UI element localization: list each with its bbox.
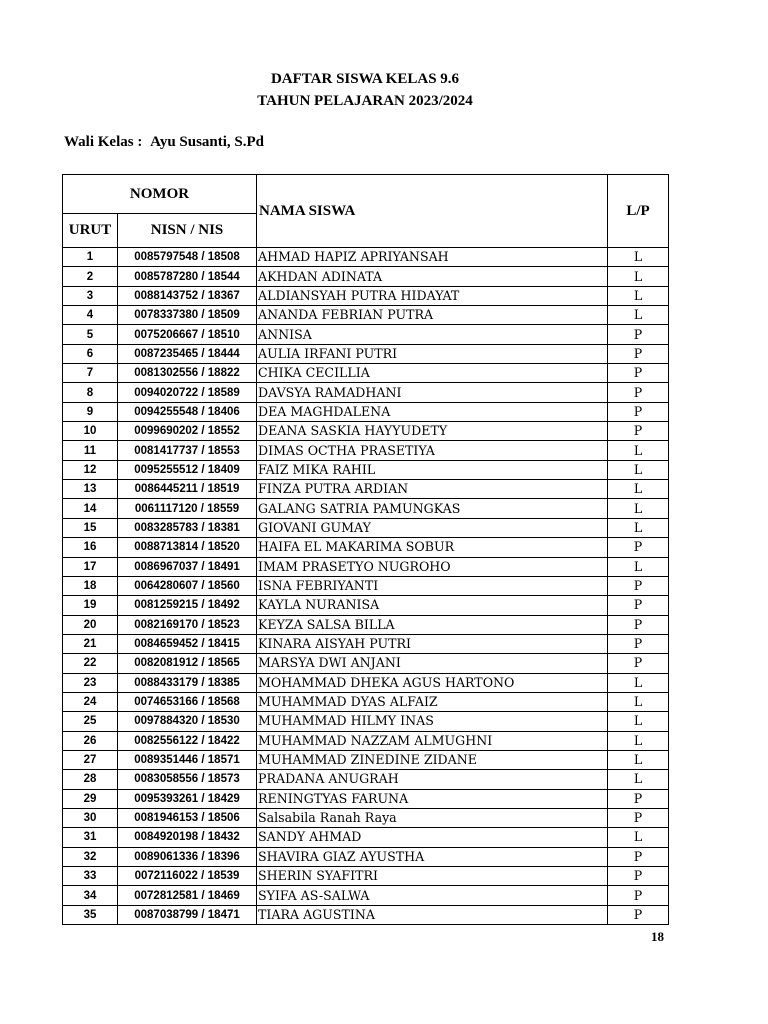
cell-lp: L — [608, 712, 669, 731]
cell-lp: P — [608, 576, 669, 595]
cell-urut: 19 — [63, 596, 118, 615]
header-urut: URUT — [63, 214, 118, 248]
cell-lp: P — [608, 344, 669, 363]
cell-lp: L — [608, 692, 669, 711]
cell-nisn-nis: 0084659452 / 18415 — [118, 634, 257, 653]
cell-urut: 17 — [63, 557, 118, 576]
cell-nama-siswa: CHIKA CECILLIA — [257, 364, 608, 383]
cell-nama-siswa: AULIA IRFANI PUTRI — [257, 344, 608, 363]
cell-lp: L — [608, 306, 669, 325]
cell-nisn-nis: 0088713814 / 18520 — [118, 538, 257, 557]
table-row — [63, 480, 669, 499]
cell-nama-siswa: Salsabila Ranah Raya — [257, 808, 608, 827]
cell-nisn-nis: 0088143752 / 18367 — [118, 286, 257, 305]
wali-kelas-value: Ayu Susanti, S.Pd — [150, 134, 265, 150]
cell-nisn-nis: 0095255512 / 18409 — [118, 460, 257, 479]
wali-kelas-line — [64, 134, 264, 151]
cell-lp: P — [608, 364, 669, 383]
cell-nama-siswa: TIARA AGUSTINA — [257, 905, 608, 924]
cell-nama-siswa: KAYLA NURANISA — [257, 596, 608, 615]
cell-lp: P — [608, 596, 669, 615]
cell-lp: L — [608, 770, 669, 789]
cell-urut: 21 — [63, 634, 118, 653]
cell-lp: L — [608, 499, 669, 518]
cell-lp: L — [608, 557, 669, 576]
cell-nisn-nis: 0089061336 / 18396 — [118, 847, 257, 866]
cell-nisn-nis: 0094020722 / 18589 — [118, 383, 257, 402]
table-row — [63, 344, 669, 363]
table-row — [63, 538, 669, 557]
table-row — [63, 692, 669, 711]
document-title: DAFTAR SISWA KELAS 9.6 — [270, 71, 460, 87]
cell-lp: P — [608, 654, 669, 673]
header-nomor: NOMOR — [63, 175, 257, 214]
cell-urut: 33 — [63, 867, 118, 886]
cell-lp: P — [608, 905, 669, 924]
cell-urut: 34 — [63, 886, 118, 905]
cell-lp: P — [608, 402, 669, 421]
cell-nama-siswa: IMAM PRASETYO NUGROHO — [257, 557, 608, 576]
cell-nisn-nis: 0095393261 / 18429 — [118, 789, 257, 808]
cell-nisn-nis: 0084920198 / 18432 — [118, 828, 257, 847]
cell-lp: L — [608, 460, 669, 479]
cell-nama-siswa: SHERIN SYAFITRI — [257, 867, 608, 886]
cell-nisn-nis: 0082169170 / 18523 — [118, 615, 257, 634]
cell-nisn-nis: 0083285783 / 18381 — [118, 518, 257, 537]
cell-lp: L — [608, 267, 669, 286]
cell-lp: L — [608, 248, 669, 267]
header-nisn-nis: NISN / NIS — [118, 214, 257, 248]
cell-lp: L — [608, 286, 669, 305]
page-number: 18 — [651, 929, 664, 944]
table-row — [63, 518, 669, 537]
cell-urut: 12 — [63, 460, 118, 479]
wali-kelas-label: Wali Kelas : — [64, 134, 143, 150]
cell-nama-siswa: AKHDAN ADINATA — [257, 267, 608, 286]
cell-nisn-nis: 0081946153 / 18506 — [118, 808, 257, 827]
cell-nisn-nis: 0085787280 / 18544 — [118, 267, 257, 286]
table-row — [63, 615, 669, 634]
cell-nama-siswa: MUHAMMAD HILMY INAS — [257, 712, 608, 731]
table-row — [63, 712, 669, 731]
table-row — [63, 905, 669, 924]
cell-nisn-nis: 0074653166 / 18568 — [118, 692, 257, 711]
cell-urut: 26 — [63, 731, 118, 750]
cell-nama-siswa: DEA MAGHDALENA — [257, 402, 608, 421]
table-row — [63, 402, 669, 421]
cell-urut: 10 — [63, 422, 118, 441]
cell-urut: 7 — [63, 364, 118, 383]
cell-urut: 14 — [63, 499, 118, 518]
cell-urut: 31 — [63, 828, 118, 847]
cell-nisn-nis: 0088433179 / 18385 — [118, 673, 257, 692]
cell-nama-siswa: PRADANA ANUGRAH — [257, 770, 608, 789]
cell-lp: P — [608, 789, 669, 808]
cell-urut: 35 — [63, 905, 118, 924]
cell-urut: 20 — [63, 615, 118, 634]
cell-nisn-nis: 0099690202 / 18552 — [118, 422, 257, 441]
cell-urut: 13 — [63, 480, 118, 499]
cell-nama-siswa: ANNISA — [257, 325, 608, 344]
table-row — [63, 867, 669, 886]
cell-nisn-nis: 0061117120 / 18559 — [118, 499, 257, 518]
cell-lp: P — [608, 867, 669, 886]
cell-lp: L — [608, 673, 669, 692]
table-row — [63, 673, 669, 692]
cell-nama-siswa: MUHAMMAD DYAS ALFAIZ — [257, 692, 608, 711]
cell-nama-siswa: MUHAMMAD NAZZAM ALMUGHNI — [257, 731, 608, 750]
cell-lp: L — [608, 441, 669, 460]
table-row — [63, 596, 669, 615]
table-row — [63, 576, 669, 595]
cell-lp: P — [608, 538, 669, 557]
cell-urut: 15 — [63, 518, 118, 537]
cell-urut: 23 — [63, 673, 118, 692]
cell-nama-siswa: HAIFA EL MAKARIMA SOBUR — [257, 538, 608, 557]
cell-nisn-nis: 0085797548 / 18508 — [118, 248, 257, 267]
cell-nisn-nis: 0087235465 / 18444 — [118, 344, 257, 363]
cell-urut: 11 — [63, 441, 118, 460]
table-row — [63, 267, 669, 286]
cell-nama-siswa: MOHAMMAD DHEKA AGUS HARTONO — [257, 673, 608, 692]
table-row — [63, 325, 669, 344]
cell-lp: L — [608, 828, 669, 847]
cell-nisn-nis: 0081302556 / 18822 — [118, 364, 257, 383]
cell-nama-siswa: SYIFA AS-SALWA — [257, 886, 608, 905]
table-row — [63, 422, 669, 441]
cell-urut: 1 — [63, 248, 118, 267]
cell-nisn-nis: 0086967037 / 18491 — [118, 557, 257, 576]
cell-lp: P — [608, 634, 669, 653]
cell-nisn-nis: 0075206667 / 18510 — [118, 325, 257, 344]
cell-nama-siswa: KINARA AISYAH PUTRI — [257, 634, 608, 653]
cell-nisn-nis: 0089351446 / 18571 — [118, 750, 257, 769]
table-row — [63, 770, 669, 789]
table-row — [63, 460, 669, 479]
cell-lp: P — [608, 847, 669, 866]
table-row — [63, 306, 669, 325]
cell-nama-siswa: SHAVIRA GIAZ AYUSTHA — [257, 847, 608, 866]
cell-urut: 22 — [63, 654, 118, 673]
cell-nama-siswa: FAIZ MIKA RAHIL — [257, 460, 608, 479]
cell-nama-siswa: FINZA PUTRA ARDIAN — [257, 480, 608, 499]
cell-lp: P — [608, 886, 669, 905]
table-row — [63, 750, 669, 769]
cell-lp: P — [608, 808, 669, 827]
cell-urut: 28 — [63, 770, 118, 789]
cell-urut: 18 — [63, 576, 118, 595]
table-row — [63, 789, 669, 808]
cell-urut: 16 — [63, 538, 118, 557]
cell-urut: 32 — [63, 847, 118, 866]
cell-nisn-nis: 0082556122 / 18422 — [118, 731, 257, 750]
table-row — [63, 828, 669, 847]
cell-nama-siswa: DIMAS OCTHA PRASETIYA — [257, 441, 608, 460]
table-row — [63, 731, 669, 750]
cell-lp: L — [608, 480, 669, 499]
cell-urut: 3 — [63, 286, 118, 305]
student-table-body — [63, 248, 669, 925]
cell-nama-siswa: DAVSYA RAMADHANI — [257, 383, 608, 402]
document-subtitle: TAHUN PELAJARAN 2023/2024 — [257, 93, 473, 109]
table-row — [63, 557, 669, 576]
cell-nisn-nis: 0087038799 / 18471 — [118, 905, 257, 924]
cell-nama-siswa: SANDY AHMAD — [257, 828, 608, 847]
cell-urut: 29 — [63, 789, 118, 808]
cell-urut: 9 — [63, 402, 118, 421]
cell-urut: 8 — [63, 383, 118, 402]
table-row — [63, 654, 669, 673]
cell-nama-siswa: GALANG SATRIA PAMUNGKAS — [257, 499, 608, 518]
cell-nisn-nis: 0094255548 / 18406 — [118, 402, 257, 421]
header-nama-siswa: NAMA SISWA — [257, 175, 608, 248]
cell-urut: 6 — [63, 344, 118, 363]
cell-nisn-nis: 0083058556 / 18573 — [118, 770, 257, 789]
table-row — [63, 634, 669, 653]
cell-urut: 27 — [63, 750, 118, 769]
cell-nisn-nis: 0078337380 / 18509 — [118, 306, 257, 325]
cell-nisn-nis: 0082081912 / 18565 — [118, 654, 257, 673]
cell-nisn-nis: 0064280607 / 18560 — [118, 576, 257, 595]
table-row — [63, 441, 669, 460]
table-row — [63, 248, 669, 267]
table-row — [63, 286, 669, 305]
table-row — [63, 808, 669, 827]
cell-nama-siswa: MUHAMMAD ZINEDINE ZIDANE — [257, 750, 608, 769]
cell-lp: P — [608, 383, 669, 402]
cell-nama-siswa: MARSYA DWI ANJANI — [257, 654, 608, 673]
student-table-header — [63, 175, 669, 248]
table-row — [63, 499, 669, 518]
cell-nama-siswa: KEYZA SALSA BILLA — [257, 615, 608, 634]
table-row — [63, 383, 669, 402]
cell-urut: 25 — [63, 712, 118, 731]
cell-nisn-nis: 0086445211 / 18519 — [118, 480, 257, 499]
cell-lp: P — [608, 422, 669, 441]
cell-urut: 30 — [63, 808, 118, 827]
cell-nisn-nis: 0072116022 / 18539 — [118, 867, 257, 886]
table-row — [63, 364, 669, 383]
cell-lp: L — [608, 750, 669, 769]
cell-nama-siswa: ALDIANSYAH PUTRA HIDAYAT — [257, 286, 608, 305]
cell-lp: L — [608, 518, 669, 537]
cell-urut: 24 — [63, 692, 118, 711]
cell-lp: P — [608, 325, 669, 344]
cell-urut: 2 — [63, 267, 118, 286]
cell-nisn-nis: 0072812581 / 18469 — [118, 886, 257, 905]
cell-nama-siswa: AHMAD HAPIZ APRIYANSAH — [257, 248, 608, 267]
student-table — [62, 174, 669, 925]
cell-nama-siswa: DEANA SASKIA HAYYUDETY — [257, 422, 608, 441]
cell-nisn-nis: 0081417737 / 18553 — [118, 441, 257, 460]
cell-urut: 5 — [63, 325, 118, 344]
table-row — [63, 886, 669, 905]
table-row — [63, 847, 669, 866]
cell-nama-siswa: ISNA FEBRIYANTI — [257, 576, 608, 595]
cell-nisn-nis: 0081259215 / 18492 — [118, 596, 257, 615]
cell-lp: P — [608, 615, 669, 634]
cell-nama-siswa: ANANDA FEBRIAN PUTRA — [257, 306, 608, 325]
cell-nama-siswa: RENINGTYAS FARUNA — [257, 789, 608, 808]
header-lp: L/P — [608, 175, 669, 248]
cell-nama-siswa: GIOVANI GUMAY — [257, 518, 608, 537]
cell-nisn-nis: 0097884320 / 18530 — [118, 712, 257, 731]
cell-lp: L — [608, 731, 669, 750]
cell-urut: 4 — [63, 306, 118, 325]
